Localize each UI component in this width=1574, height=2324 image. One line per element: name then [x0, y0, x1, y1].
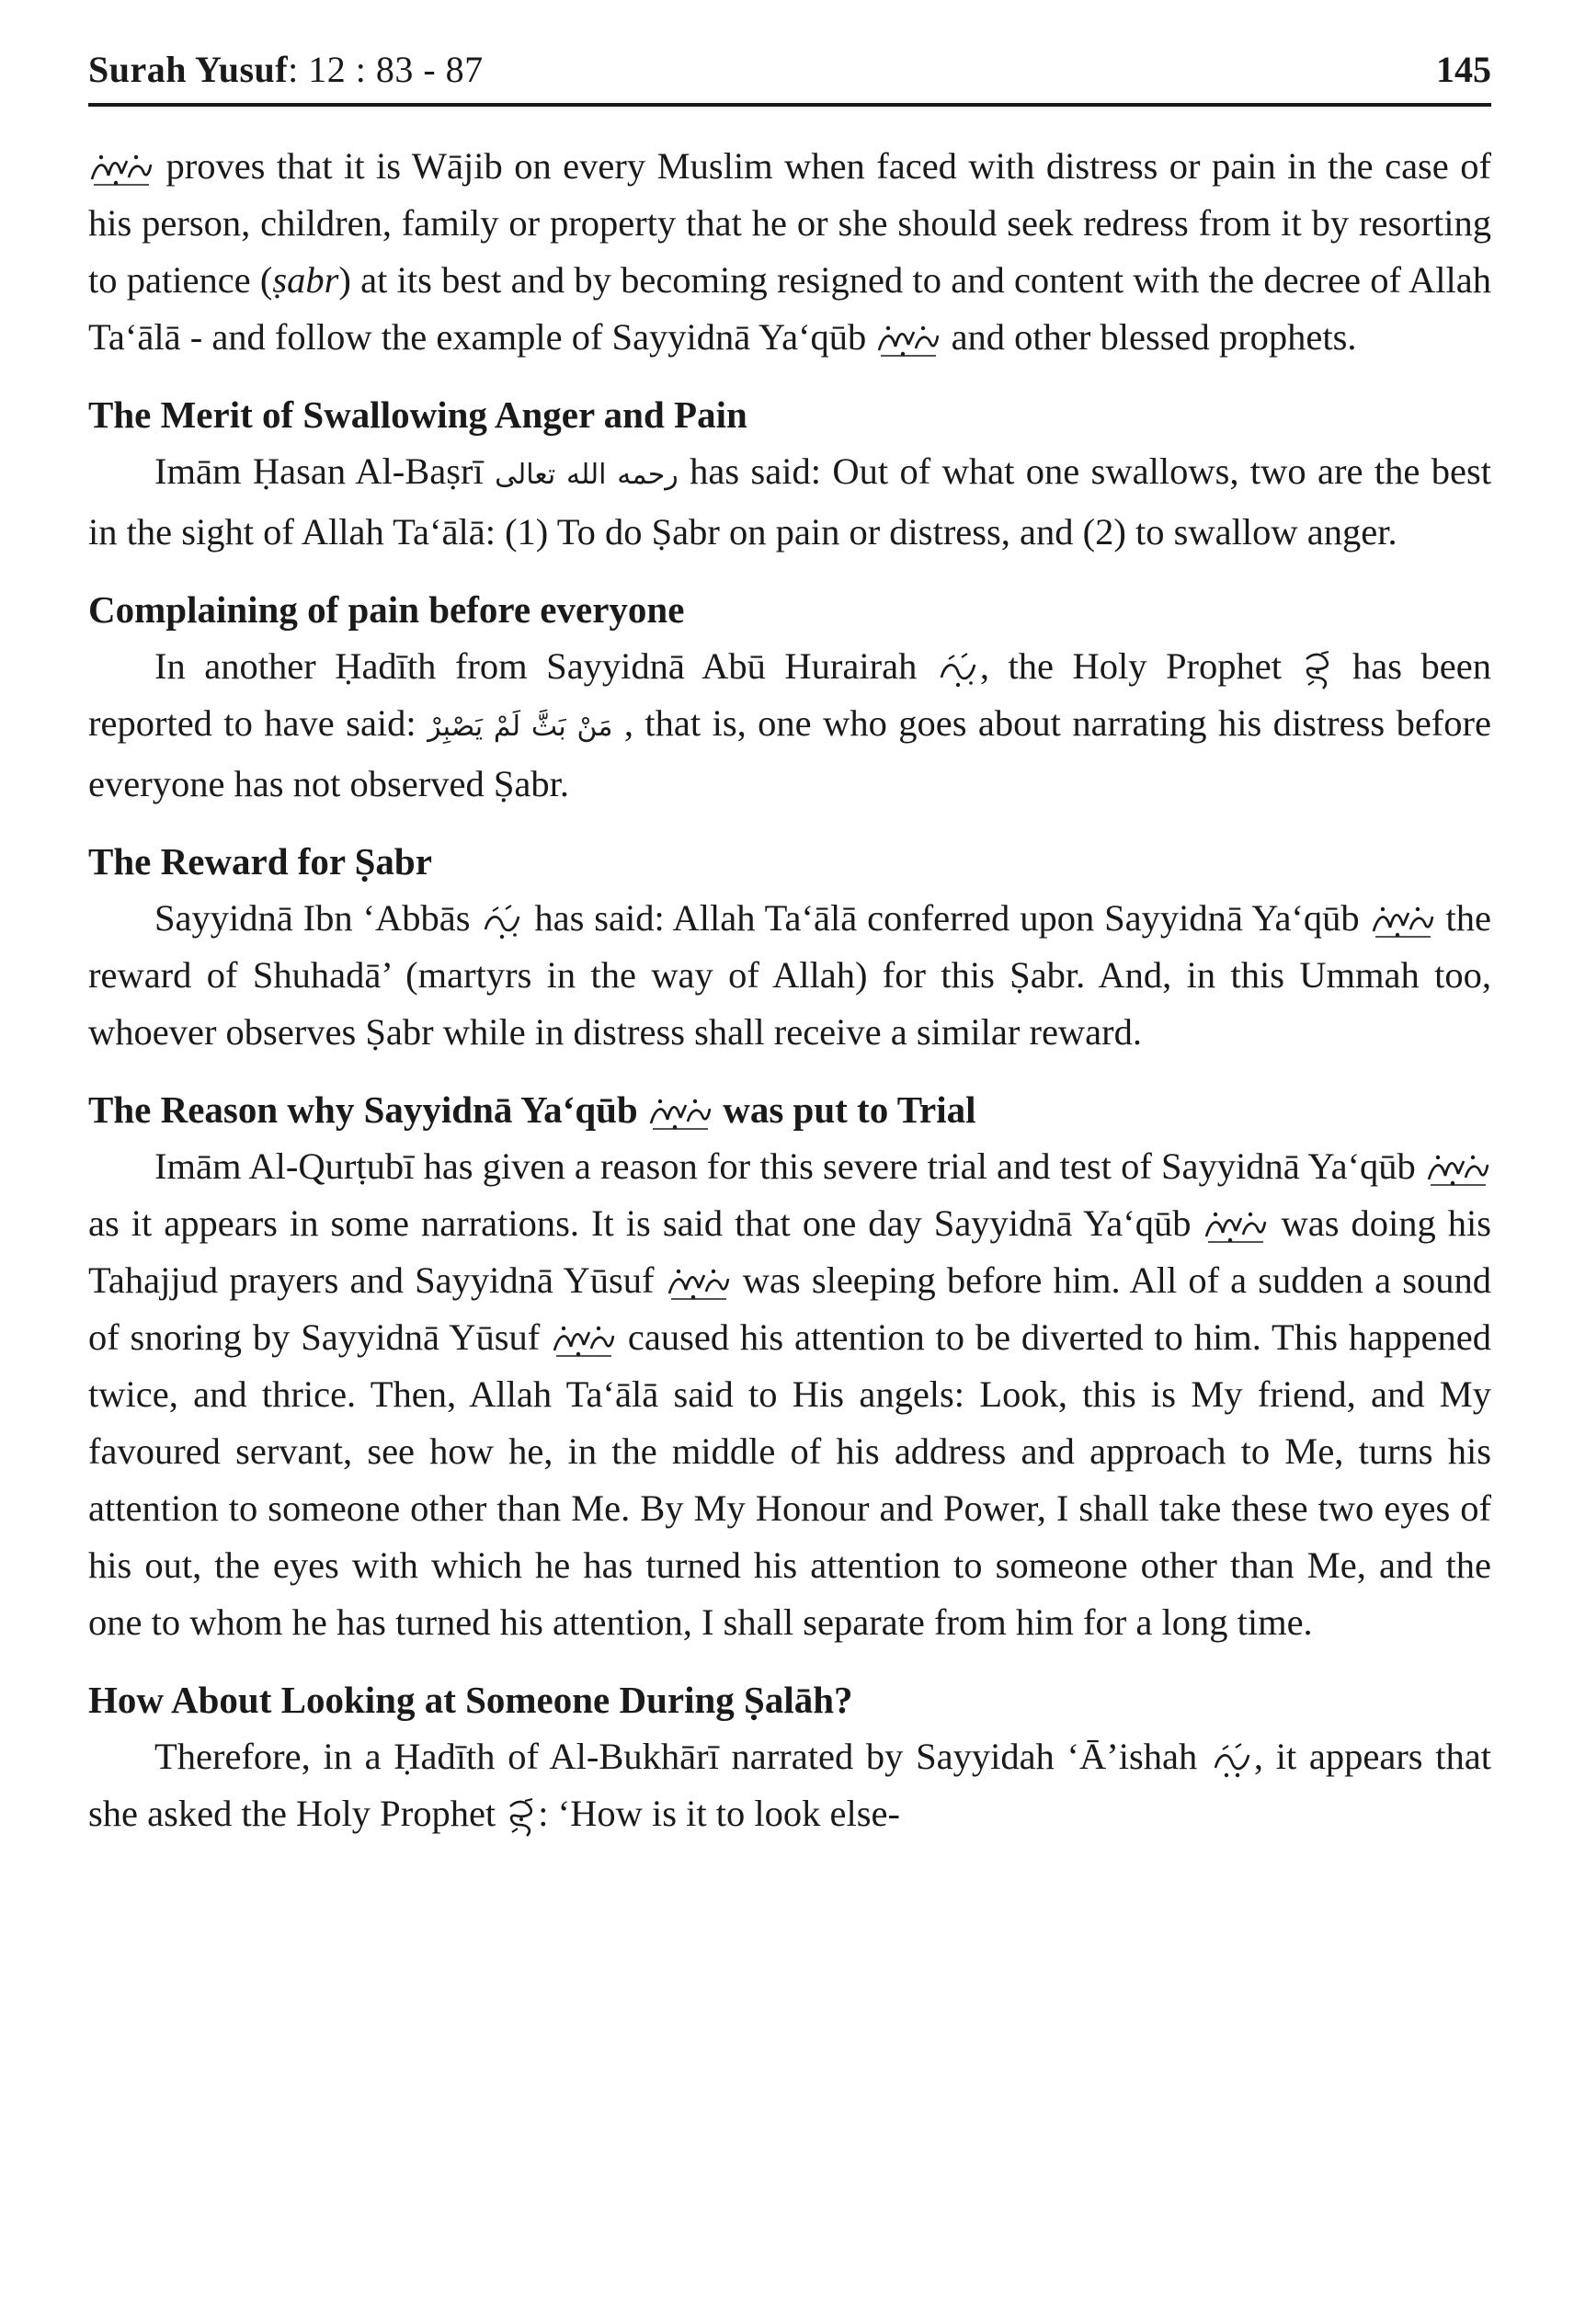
- text-run: was doing his Tahajjud prayers and Sayyidnā Yūsuf: [88, 1202, 1492, 1301]
- text-run: caused his attention to be diverted to him. This happened twice, and thrice. Then, Allah Ta‘ālā said to His angels: Look, this is My friend, and My favoured servant, see how he, in the middle of his address and approach to Me, turns his attention to someone other than Me. By My Honour and Power, I shall take these two eyes of his out, the eyes with which he has turned his attention to someone other than Me, and the one to whom he has turned his attention, I shall separate from him for a long time.: [88, 1316, 1491, 1643]
- text-run: proves that it is Wājib on every Muslim when faced with distress or pain in the case of his person, children, family or property that he or she should seek redress from it by resorting to patience (: [88, 145, 1491, 301]
- text-run: : ‘How is it to look else-: [538, 1793, 901, 1834]
- running-title: [88, 48, 484, 91]
- text-run: has said: Allah Ta‘ālā conferred upon Sayyidnā Ya‘qūb: [524, 897, 1370, 939]
- verse-reference: : 12 : 83 - 87: [288, 49, 484, 90]
- text-run: , the Holy Prophet: [979, 645, 1301, 687]
- body-paragraph: [88, 1138, 1491, 1651]
- running-header: [88, 44, 1491, 107]
- body-paragraph: [88, 1728, 1491, 1842]
- page-body: [88, 138, 1491, 1842]
- text-run: was put to Trial: [713, 1088, 976, 1131]
- text-run: The Reason why Sayyidnā Ya‘qūb: [88, 1088, 647, 1131]
- arabic-phrase: رحمه الله تعالى: [495, 459, 679, 491]
- text-run: as it appears in some narrations. It is said that one day Sayyidnā Ya‘qūb: [88, 1202, 1203, 1244]
- sallallahu-alaihi-wasallam-honorific-icon: [1301, 650, 1334, 690]
- text-run: the reward of Shuhadā’ (martyrs in the way of Allah) for this Ṣabr. And, in this Ummah too, whoever observes Ṣabr while in distress shall receive a similar reward.: [88, 897, 1491, 1053]
- body-paragraph: [88, 638, 1491, 813]
- section-heading: The Merit of Swallowing Anger and Pain: [88, 393, 747, 436]
- alaihissalam-honorific-icon: [551, 1323, 617, 1360]
- section-heading: Complaining of pain before everyone: [88, 588, 685, 631]
- text-run: was sleeping before him. All of a sudden a sound of snoring by Sayyidnā Yūsuf: [88, 1259, 1491, 1358]
- alaihissalam-honorific-icon: [1203, 1209, 1269, 1246]
- alaihissalam-honorific-icon: [1370, 904, 1436, 940]
- text-run: , that is, one who goes about narrating his distress before everyone has not observed Ṣabr.: [88, 702, 1491, 804]
- alaihissalam-honorific-icon: [875, 323, 941, 359]
- body-paragraph: [88, 138, 1491, 366]
- surah-name: Surah Yusuf: [88, 49, 289, 90]
- italic-term: ṣabr: [272, 259, 339, 301]
- body-paragraph: [88, 890, 1491, 1061]
- text-run: Sayyidnā Ibn ‘Abbās: [154, 897, 481, 939]
- text-run: In another Ḥadīth from Sayyidnā Abū Hurairah: [154, 645, 936, 687]
- section-heading: [88, 1081, 1491, 1138]
- text-run: Imām Ḥasan Al-Baṣrī: [154, 450, 496, 492]
- alaihissalam-honorific-icon: [647, 1096, 713, 1133]
- section-heading: The Reward for Ṣabr: [88, 840, 432, 883]
- text-run: has said: Out of what one swallows, two are the best in the sight of Allah Ta‘ālā: (1) To do Ṣabr on pain or distress, and (2) to swallow anger.: [88, 450, 1491, 553]
- alaihissalam-honorific-icon: [1425, 1152, 1491, 1189]
- body-paragraph: [88, 443, 1491, 561]
- text-run: Therefore, in a Ḥadīth of Al-Bukhārī narrated by Sayyidah ‘Ā’ishah: [154, 1736, 1210, 1777]
- radiallahu-anha-honorific-icon: [1210, 1742, 1254, 1779]
- alaihissalam-honorific-icon: [666, 1266, 732, 1303]
- sallallahu-alaihi-wasallam-honorific-icon: [505, 1797, 538, 1838]
- text-run: Imām Al-Qurṭubī has given a reason for this severe trial and test of Sayyidnā Ya‘qūb: [154, 1145, 1425, 1187]
- arabic-phrase: مَنْ بَثَّ لَمْ يَصْبِرْ: [428, 711, 613, 743]
- section-heading: How About Looking at Someone During Ṣalāh?: [88, 1679, 853, 1721]
- radiallahu-anhu-honorific-icon: [480, 904, 524, 940]
- text-run: and other blessed prophets.: [941, 316, 1357, 358]
- text-run: ) at its best and by becoming resigned to and content with the decree of Allah Ta‘ālā - and follow the example of Sayyidnā Ya‘qūb: [88, 259, 1491, 358]
- text-run: , it appears that she asked the Holy Prophet: [88, 1736, 1491, 1834]
- page-number: 145: [1436, 49, 1491, 90]
- text-run: has been reported to have said:: [88, 645, 1491, 744]
- alaihissalam-honorific-icon: [88, 152, 154, 188]
- radiallahu-anhu-honorific-icon: [936, 652, 980, 689]
